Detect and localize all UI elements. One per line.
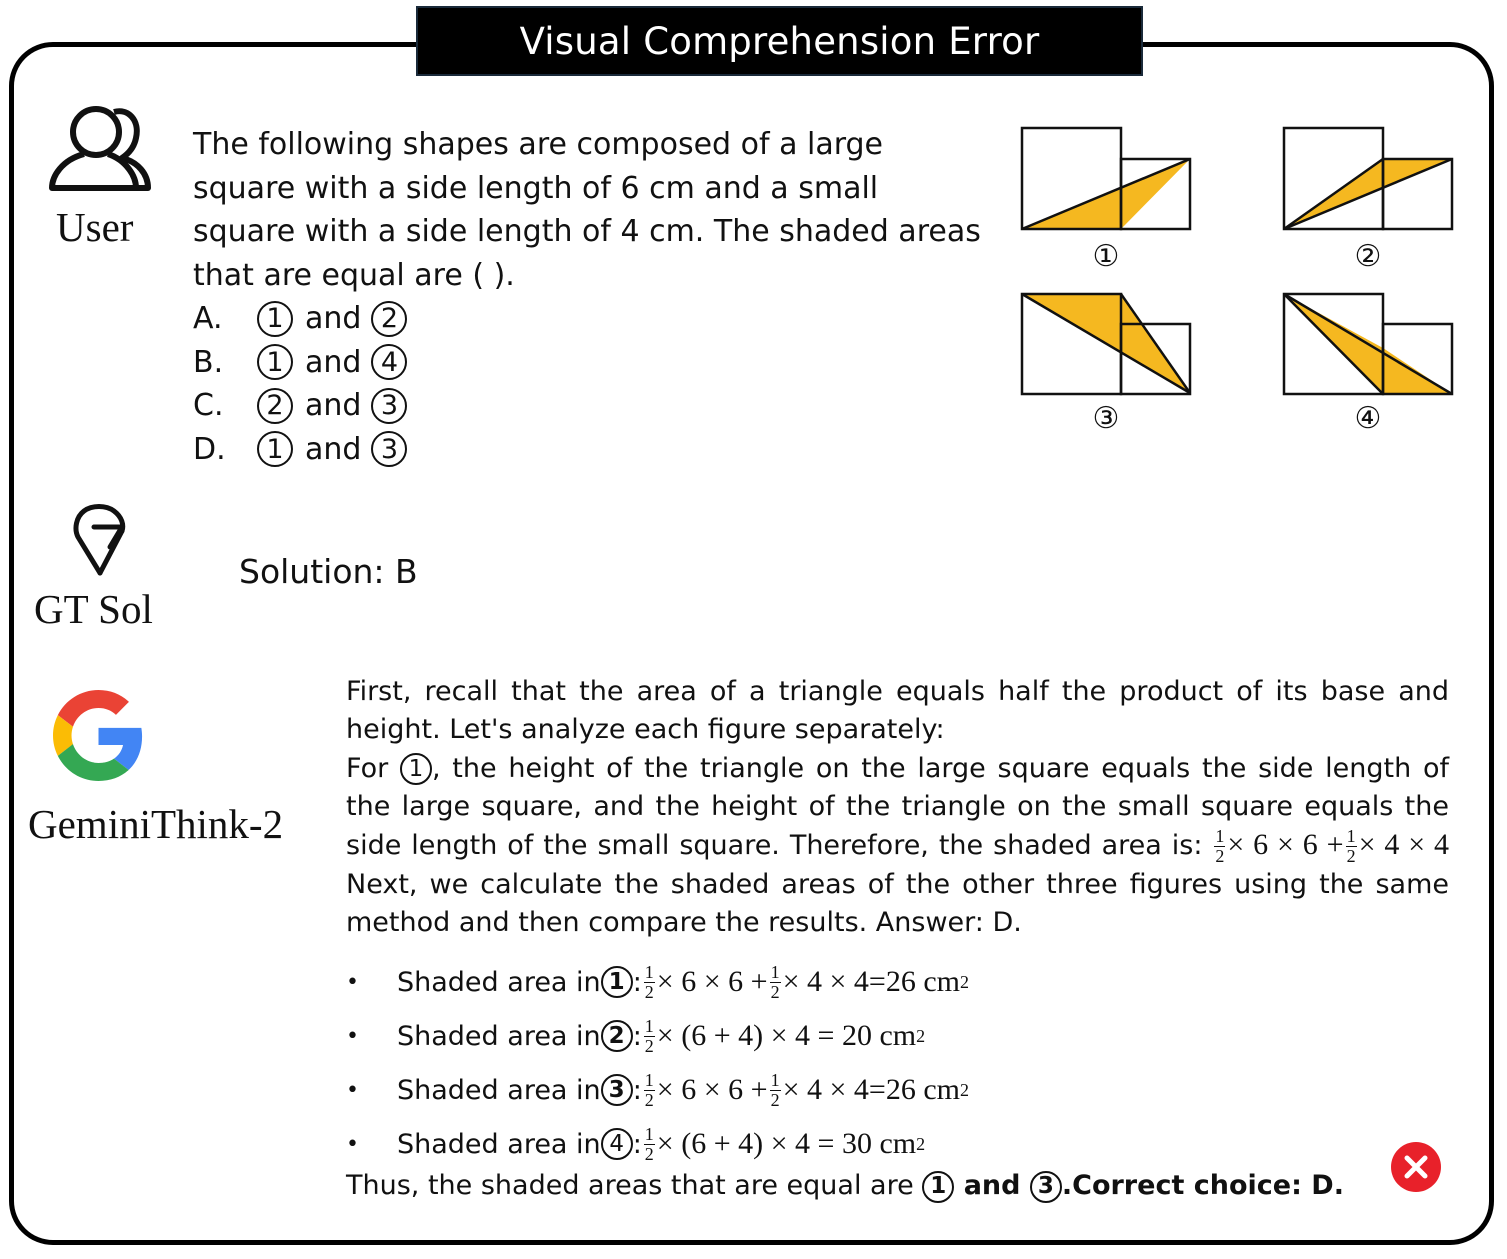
bullet: • [346, 1077, 359, 1103]
bullet-prefix: Shaded area in [397, 1074, 601, 1106]
answer-text: , the height of the triangle on the large square equals the side length of the large square, and the height of the triangle on the small square equals the side length of the small square. Therefore, the shaded area is: [346, 752, 1449, 862]
conclusion [346, 1170, 1344, 1203]
option-a [193, 297, 407, 341]
circled-number: 1 [400, 753, 432, 785]
fraction: $\frac{1}{2}$ [1346, 826, 1356, 867]
gt-solution: Solution: B [239, 552, 418, 591]
list-item: • Shaded area in 2 : $\frac{1}{2}$ × (6 + 4) × 4 = 20 cm 2 [346, 1015, 926, 1056]
figure-label-2: ② [1354, 240, 1382, 273]
conclusion-and: and [954, 1170, 1030, 1201]
figure-label-1: ① [1092, 240, 1120, 273]
user-label: User [56, 204, 134, 250]
fraction: $\frac{1}{2}$ [644, 1123, 654, 1164]
circled-number: 3 [1030, 1171, 1062, 1203]
option-letter: B. [193, 344, 224, 380]
figure-4 [1284, 294, 1452, 394]
circled-number: 1 [922, 1171, 954, 1203]
bullet: • [346, 1023, 359, 1049]
figure-label-4: ④ [1354, 402, 1382, 435]
answer-text: Next, we calculate the shaded areas of the other three figures using the same method and then compare the results. Answer: D. [346, 869, 1449, 939]
math-expression: × 4 × 4=26 cm [782, 965, 960, 998]
answer-body [346, 750, 1449, 943]
circled-number: 2 [371, 301, 407, 337]
superscript: 2 [916, 1025, 926, 1046]
option-and: and [305, 301, 362, 336]
bullet: • [346, 969, 359, 995]
circled-number: 3 [601, 1074, 633, 1106]
wrong-answer-badge [1391, 1142, 1441, 1192]
answer-options [193, 297, 407, 471]
fraction: $\frac{1}{2}$ [644, 1069, 654, 1110]
model-answer [346, 673, 1449, 943]
circled-number: 4 [371, 344, 407, 380]
fraction: $\frac{1}{2}$ [1215, 826, 1225, 867]
math-expression: × (6 + 4) × 4 = 30 cm [656, 1127, 917, 1160]
bullet: • [346, 1131, 359, 1157]
math-expression: × 6 × 6 + [656, 1073, 768, 1106]
bullet-prefix: Shaded area in [397, 966, 601, 998]
option-b [193, 341, 407, 385]
model-label: GeminiThink-2 [28, 801, 284, 847]
fraction: $\frac{1}{2}$ [644, 1015, 654, 1056]
math-expression: × 4 × 4=26 cm [782, 1073, 960, 1106]
circled-number: 1 [257, 431, 293, 467]
fraction: $\frac{1}{2}$ [770, 1069, 780, 1110]
list-item: • Shaded area in 4 : $\frac{1}{2}$ × (6 + 4) × 4 = 30 cm 2 [346, 1123, 926, 1164]
list-item: • Shaded area in 1 : $\frac{1}{2}$ × 6 × 6 + $\frac{1}{2}$ × 4 × 4=26 cm 2 [346, 961, 969, 1002]
cross-icon [1403, 1154, 1429, 1180]
page-title: Visual Comprehension Error [519, 19, 1040, 63]
option-letter: D. [193, 431, 226, 467]
user-icon [48, 104, 154, 194]
option-letter: A. [193, 301, 223, 336]
option-and: and [305, 344, 362, 380]
title-bar [416, 6, 1143, 76]
figure-2 [1284, 128, 1452, 229]
superscript: 2 [916, 1133, 926, 1154]
conclusion-choice: .Correct choice: D. [1061, 1170, 1344, 1201]
circled-number: 3 [371, 431, 407, 467]
superscript: 2 [959, 1079, 969, 1100]
list-item: • Shaded area in 3 : $\frac{1}{2}$ × 6 × 6 + $\frac{1}{2}$ × 4 × 4=26 cm 2 [346, 1069, 969, 1110]
fraction: $\frac{1}{2}$ [644, 961, 654, 1002]
math-expression: × 6 × 6 + [1227, 828, 1344, 862]
circled-number: 1 [257, 344, 293, 380]
geometry-figures [1015, 122, 1465, 440]
option-and: and [305, 388, 362, 423]
circled-number: 2 [257, 388, 293, 424]
circled-number: 2 [601, 1020, 633, 1052]
gt-solution-icon [72, 503, 128, 577]
option-and: and [305, 431, 362, 467]
circled-number: 4 [601, 1128, 633, 1160]
conclusion-text: Thus, the shaded areas that are equal are [346, 1170, 923, 1201]
math-expression: × (6 + 4) × 4 = 20 cm [656, 1019, 917, 1052]
gt-label: GT Sol [34, 586, 153, 632]
option-d [193, 428, 407, 472]
figure-label-3: ③ [1092, 402, 1120, 435]
area-list [346, 955, 969, 1171]
question-text: The following shapes are composed of a large square with a side length of 6 cm and a small square with a side length of 4 cm. The shaded areas that are equal are ( ). [193, 127, 981, 293]
google-g-icon [53, 690, 144, 781]
option-letter: C. [193, 388, 224, 423]
circled-number: 1 [257, 301, 293, 337]
answer-text: For [346, 752, 400, 784]
figure-3 [1022, 294, 1190, 394]
answer-intro: First, recall that the area of a triangle equals half the product of its base and height. Let's analyze each figure separately: [346, 676, 1449, 746]
bullet-prefix: Shaded area in [397, 1128, 601, 1160]
circled-number: 3 [371, 388, 407, 424]
superscript: 2 [959, 971, 969, 992]
bullet-prefix: Shaded area in [397, 1020, 601, 1052]
figure-1 [1022, 128, 1190, 229]
math-expression: × 4 × 4 [1358, 828, 1449, 862]
circled-number: 1 [601, 966, 633, 998]
fraction: $\frac{1}{2}$ [770, 961, 780, 1002]
math-expression: × 6 × 6 + [656, 965, 768, 998]
option-c [193, 384, 407, 428]
